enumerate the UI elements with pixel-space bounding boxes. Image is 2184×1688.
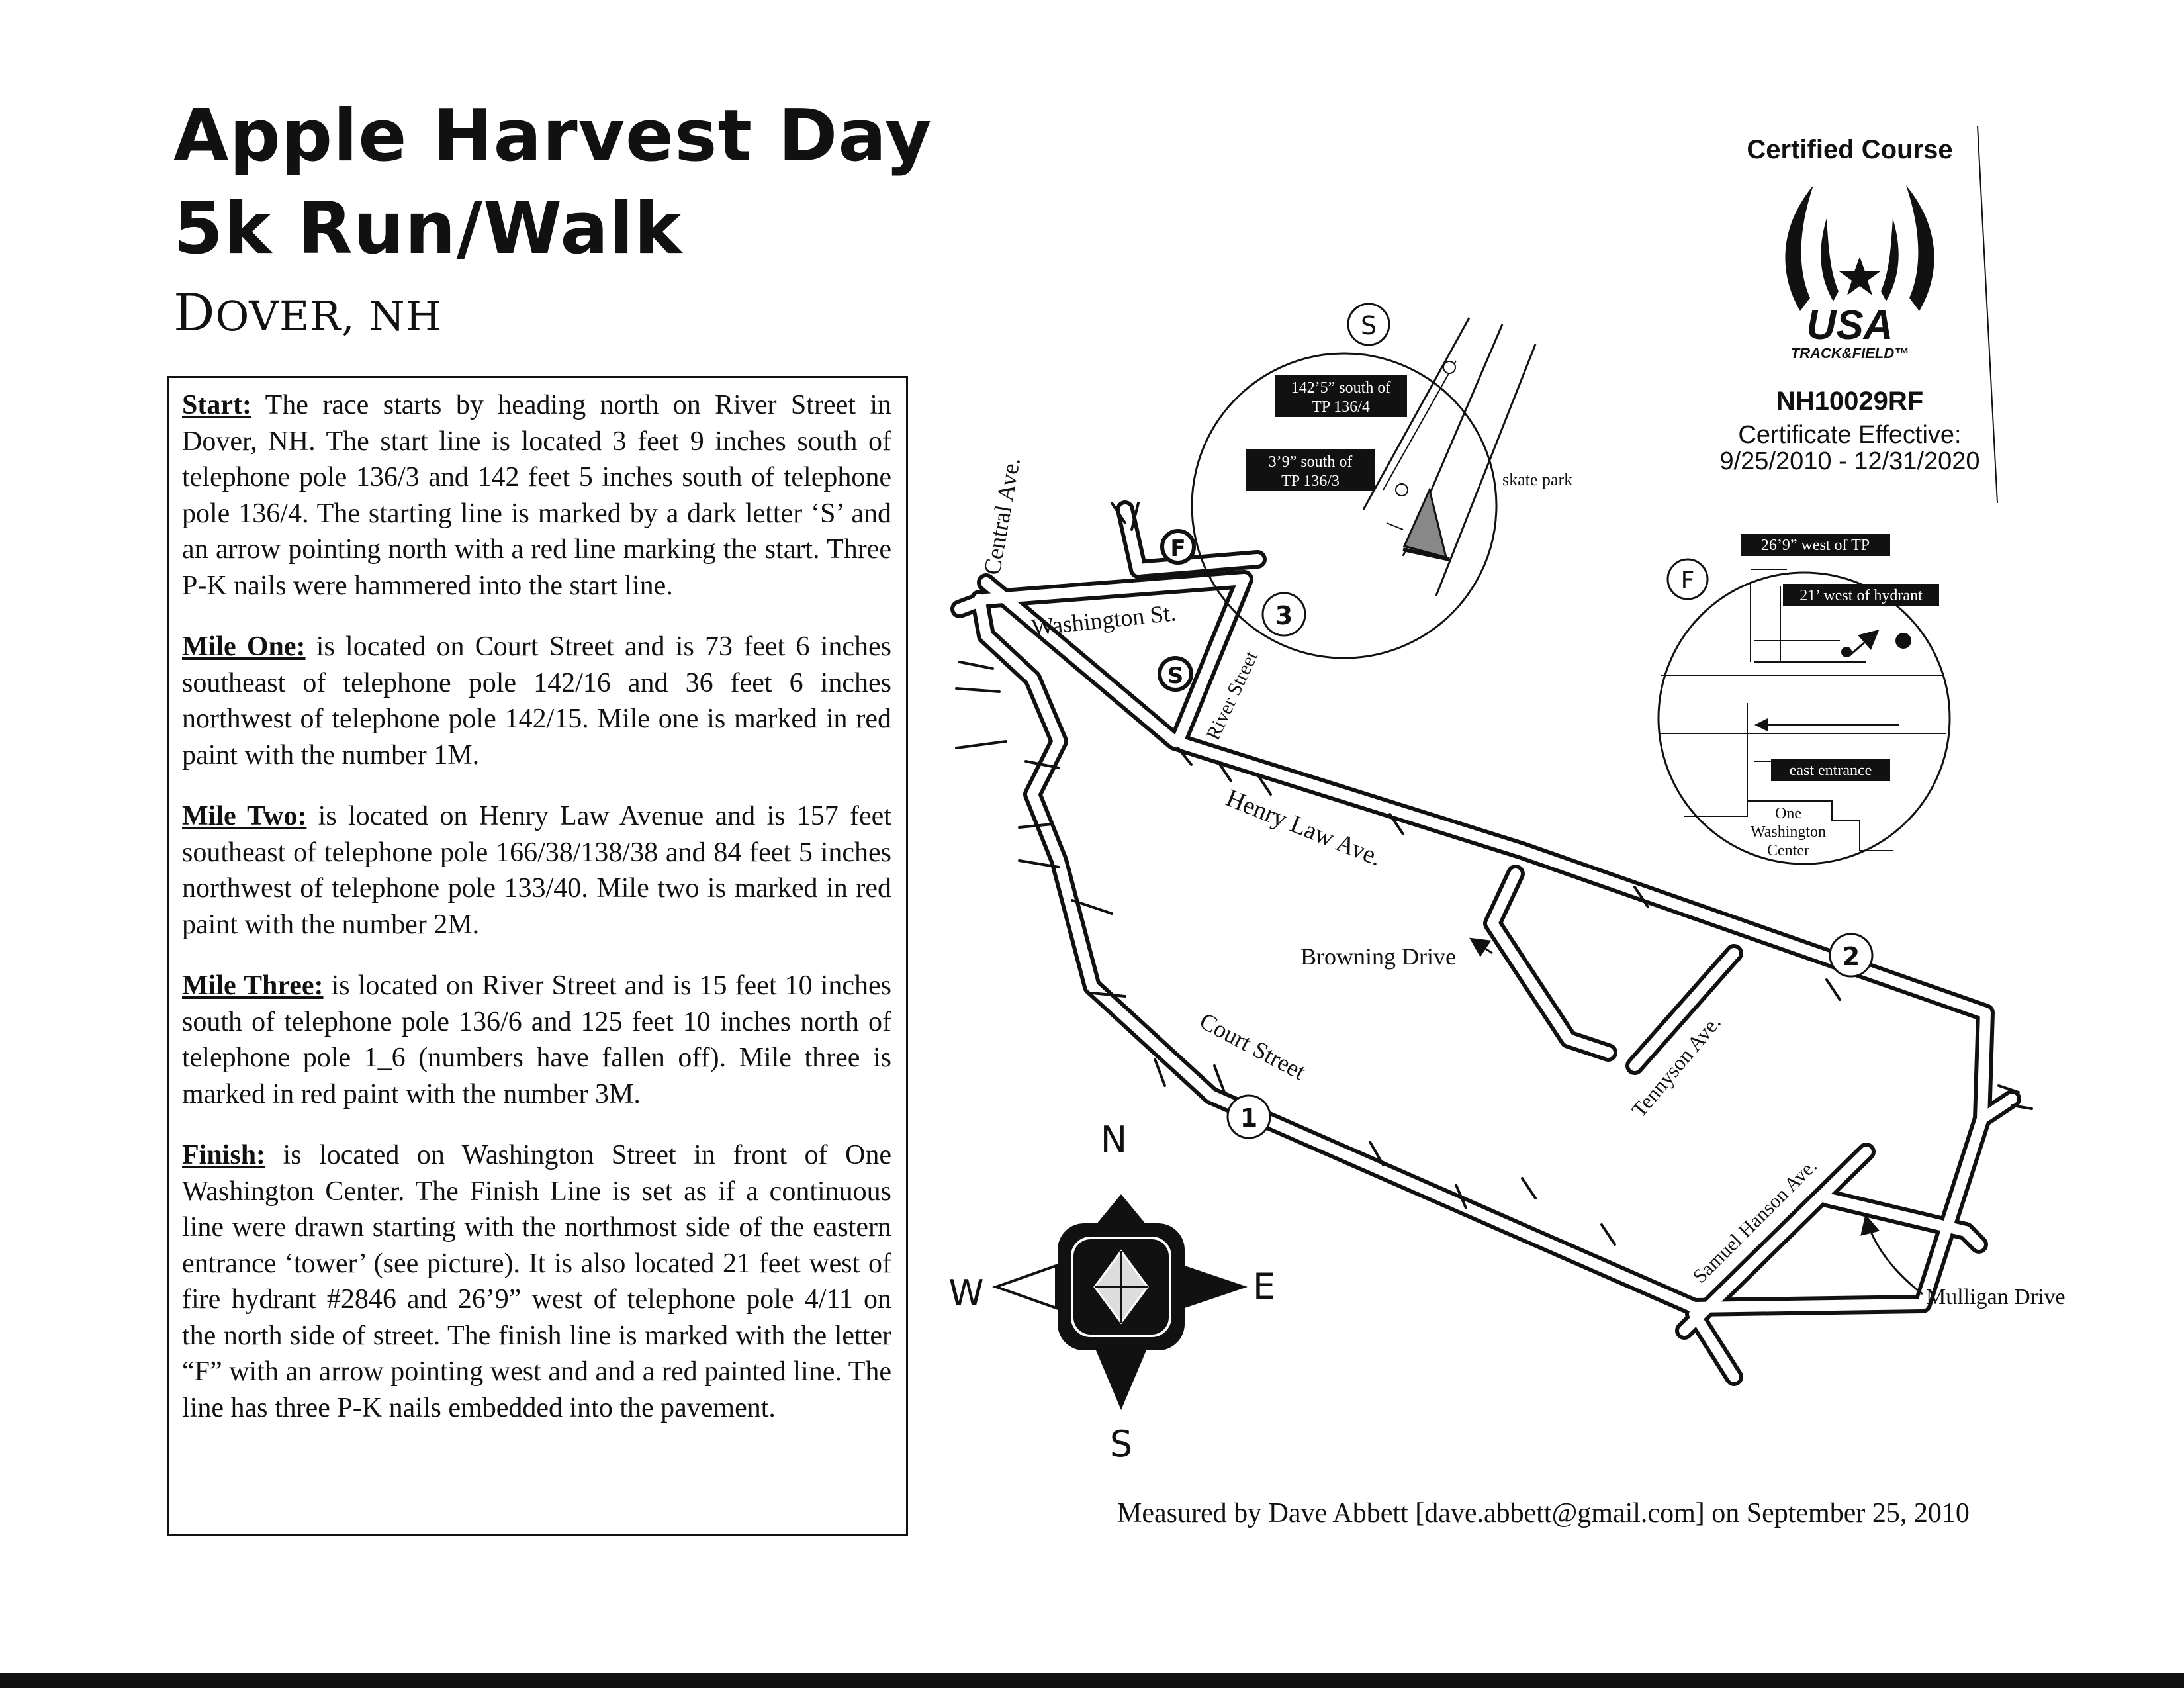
samuel-hanson-ave-label: Samuel Hanson Ave. [1688,1154,1821,1288]
certificate-dates: 9/25/2010 - 12/31/2020 [1719,447,1980,475]
finish-heading: Finish: [182,1140,266,1170]
start-marker [1160,658,1191,690]
page-subtitle: 5k Run/Walk [173,187,682,270]
finish-text: is located on Washington Street in front of One Washington Center. The Finish Line is set as if a continuous line were drawn starting with the northmost side of the eastern entrance ‘tower’ (see picture). It is also located 21 feet west of fire hydrant #2846 and 26’9” west of telephone pole 4/11 on the north side of street. The finish line is marked with the letter “F” with an arrow pointing west and and a red painted line. The line has three P-K nails embedded into the pavement. [182,1140,891,1423]
mile-two-heading: Mile Two: [182,801,307,831]
mile-2-marker [1830,934,1872,976]
finish-tag-entrance: east entrance [1789,762,1872,779]
tennyson-ave-label: Tennyson Ave. [1626,1010,1725,1122]
start-inset-letter: S [1360,311,1377,340]
mile-one-heading: Mile One: [182,632,306,662]
finish-inset [1659,534,1950,864]
certificate-number: NH10029RF [1776,387,1924,416]
start-marker-letter: S [1167,663,1184,689]
mulligan-drive-label: Mulligan Drive [1926,1285,2066,1309]
building-line3: Center [1767,842,1809,859]
location-rest: OVER, NH [215,292,442,340]
building-line2: Washington [1750,823,1827,841]
mile-1-number: 1 [1240,1103,1258,1133]
usa-wordmark: USA [1806,303,1893,348]
compass-n: N [1100,1119,1128,1160]
central-ave-label: Central Ave. [978,455,1026,577]
measured-by-credit: Measured by Dave Abbett [dave.abbett@gmail.com] on September 25, 2010 [1117,1498,1970,1528]
mulligan-pointer [1866,1218,1923,1294]
building-line1: One [1775,805,1801,822]
compass-w: W [948,1272,984,1314]
certified-course-label: Certified Course [1747,135,1953,164]
skate-park-label: skate park [1502,470,1573,489]
finish-marker-letter: F [1170,536,1186,562]
start-text: The race starts by heading north on River Street in Dover, NH. The start line is located 3 feet 9 inches south of telephone pole 136/3 and 142 feet 5 inches south of telephone pole 136/4. The starting line is marked by a dark letter ‘S’ and an arrow pointing north with a red line marking the start. Three P-K nails were hammered into the start line. [182,390,891,601]
browning-pointer [1473,940,1492,953]
certificate-effective-label: Certificate Effective: [1738,421,1962,449]
finish-tag-tp: 26’9” west of TP [1760,537,1870,554]
mile-3-marker [1263,593,1305,635]
start-tag-1-line2: TP 136/4 [1312,399,1370,416]
mile-three-heading: Mile Three: [182,970,324,1001]
browning-drive-label: Browning Drive [1300,943,1456,970]
start-tag-2-line2: TP 136/3 [1281,473,1340,490]
mile-two-text: is located on Henry Law Avenue and is 157 feet southeast of telephone pole 166/38/138/38 and 84 feet 5 inches northwest of telephone pole 133/40. Mile two is marked in red paint with the number 2M. [182,801,891,940]
finish-tag-hydrant: 21’ west of hydrant [1799,587,1923,604]
mile-1-marker [1228,1096,1270,1138]
location-initial: D [173,283,216,343]
henry-law-ave-label: Henry Law Ave. [1222,784,1386,872]
compass-e: E [1252,1266,1276,1307]
finish-inset-letter: F [1680,567,1695,594]
compass-s: S [1109,1423,1133,1465]
finish-marker [1162,531,1194,563]
scan-edge [0,1673,2184,1688]
start-tag-1-line1: 142’5” south of [1291,379,1391,397]
start-inset [1192,304,1572,658]
start-tag-2-line1: 3’9” south of [1268,453,1353,471]
washington-st-label: Washington St. [1030,599,1177,641]
mile-three-text: is located on River Street and is 15 feet 10 inches south of telephone pole 136/6 and 125 feet 10 inches north of telephone pole 1_6 (numbers have fallen off). Mile three is marked in red paint with the number 3M. [182,970,891,1109]
river-street-label: River Street [1202,647,1263,743]
compass-rose [948,1119,1275,1465]
usatf-logo-icon [1785,185,1934,311]
court-street-label: Court Street [1195,1007,1310,1086]
mile-one-text: is located on Court Street and is 73 feet 6 inches southeast of telephone pole 142/16 and 36 feet 6 inches northwest of telephone pole 142/15. Mile one is marked in red paint with the number 1M. [182,632,891,771]
page-title: Apple Harvest Day [173,95,933,177]
mile-3-number: 3 [1275,601,1293,630]
start-heading: Start: [182,390,251,420]
track-field-wordmark: TRACK&FIELD™ [1790,345,1909,361]
mile-2-number: 2 [1842,942,1860,971]
